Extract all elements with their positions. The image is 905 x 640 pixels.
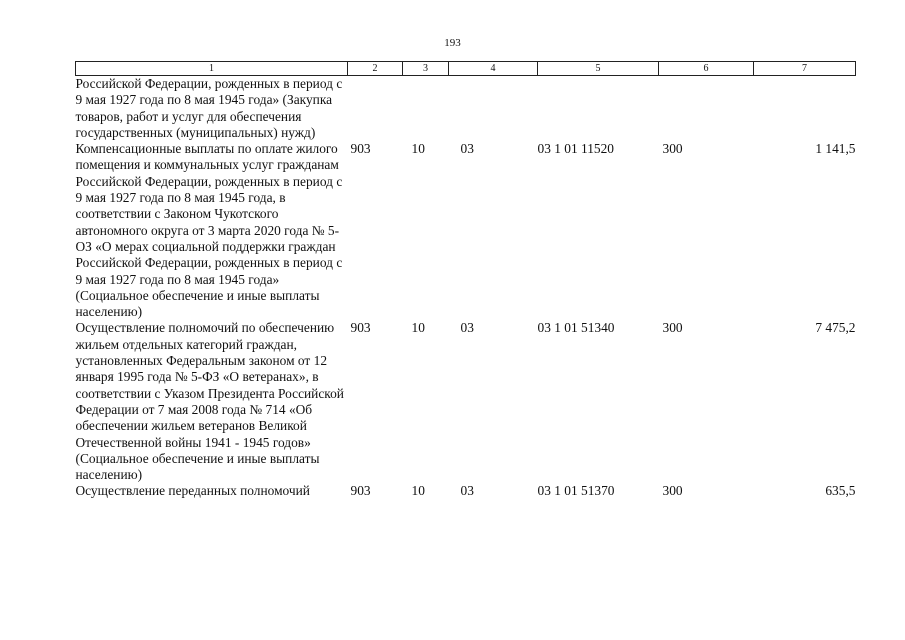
cell-target <box>538 76 659 142</box>
table-row <box>76 141 856 320</box>
row-description: Компенсационные выплаты по оплате жилого помещения и коммунальных услуг гражданам Российской Федерации, рожденных в период с 9 мая 1927 года по 8 мая 1945 года, в соответствии с Законом Чукотского автономного округа от 3 марта 2020 года № 5-ОЗ «О мерах социальной поддержки граждан Российской Федерации, рожденных в период с 9 мая 1927 года по 8 мая 1945 года» (Социальное обеспечение и иные выплаты населению) <box>75 141 343 320</box>
column-number: 6 <box>659 62 754 76</box>
cell-code: 903 <box>350 320 371 336</box>
column-number-row <box>76 62 856 76</box>
cell-code: 903 <box>350 141 371 157</box>
cell-section: 10 <box>411 320 425 336</box>
column-number: 3 <box>403 62 449 76</box>
page-number: 193 <box>444 37 461 49</box>
table-row <box>76 483 856 499</box>
cell-amount: 635,5 <box>825 483 856 499</box>
cell-target: 03 1 01 51370 <box>537 483 615 499</box>
row-description: Осуществление полномочий по обеспечению жильем отдельных категорий граждан, установленных Федеральным законом от 12 января 1995 года № 5-ФЗ «О ветеранах», в соответствии с Указом Президента Российской Федерации от 7 мая 2008 года № 714 «Об обеспечении жильем ветеранов Великой Отечественной войны 1941 - 1945 годов» (Социальное обеспечение и иные выплаты населению) <box>75 320 344 483</box>
cell-section: 10 <box>411 141 425 157</box>
column-number: 1 <box>76 62 348 76</box>
cell-amount: 1 141,5 <box>815 141 856 157</box>
cell-code <box>348 76 403 142</box>
cell-subsection: 03 <box>460 141 474 157</box>
cell-section: 10 <box>411 483 425 499</box>
cell-type: 300 <box>662 483 683 499</box>
table-row <box>76 320 856 483</box>
budget-table <box>75 61 856 500</box>
column-number: 4 <box>449 62 538 76</box>
cell-subsection <box>449 76 538 142</box>
cell-subsection: 03 <box>460 483 474 499</box>
cell-subsection: 03 <box>460 320 474 336</box>
cell-amount <box>754 76 856 142</box>
column-number: 7 <box>754 62 856 76</box>
cell-type: 300 <box>662 141 683 157</box>
row-description: Осуществление переданных полномочий <box>75 483 310 499</box>
cell-target: 03 1 01 11520 <box>537 141 614 157</box>
row-description: Российской Федерации, рожденных в период с 9 мая 1927 года по 8 мая 1945 года» (Закупка товаров, работ и услуг для обеспечения государственных (муниципальных) нужд) <box>75 76 343 140</box>
cell-type: 300 <box>662 320 683 336</box>
table-row <box>76 76 856 142</box>
cell-target: 03 1 01 51340 <box>537 320 615 336</box>
cell-amount: 7 475,2 <box>815 320 856 336</box>
cell-type <box>659 76 754 142</box>
column-number: 2 <box>348 62 403 76</box>
cell-section <box>403 76 449 142</box>
column-number: 5 <box>538 62 659 76</box>
cell-code: 903 <box>350 483 371 499</box>
